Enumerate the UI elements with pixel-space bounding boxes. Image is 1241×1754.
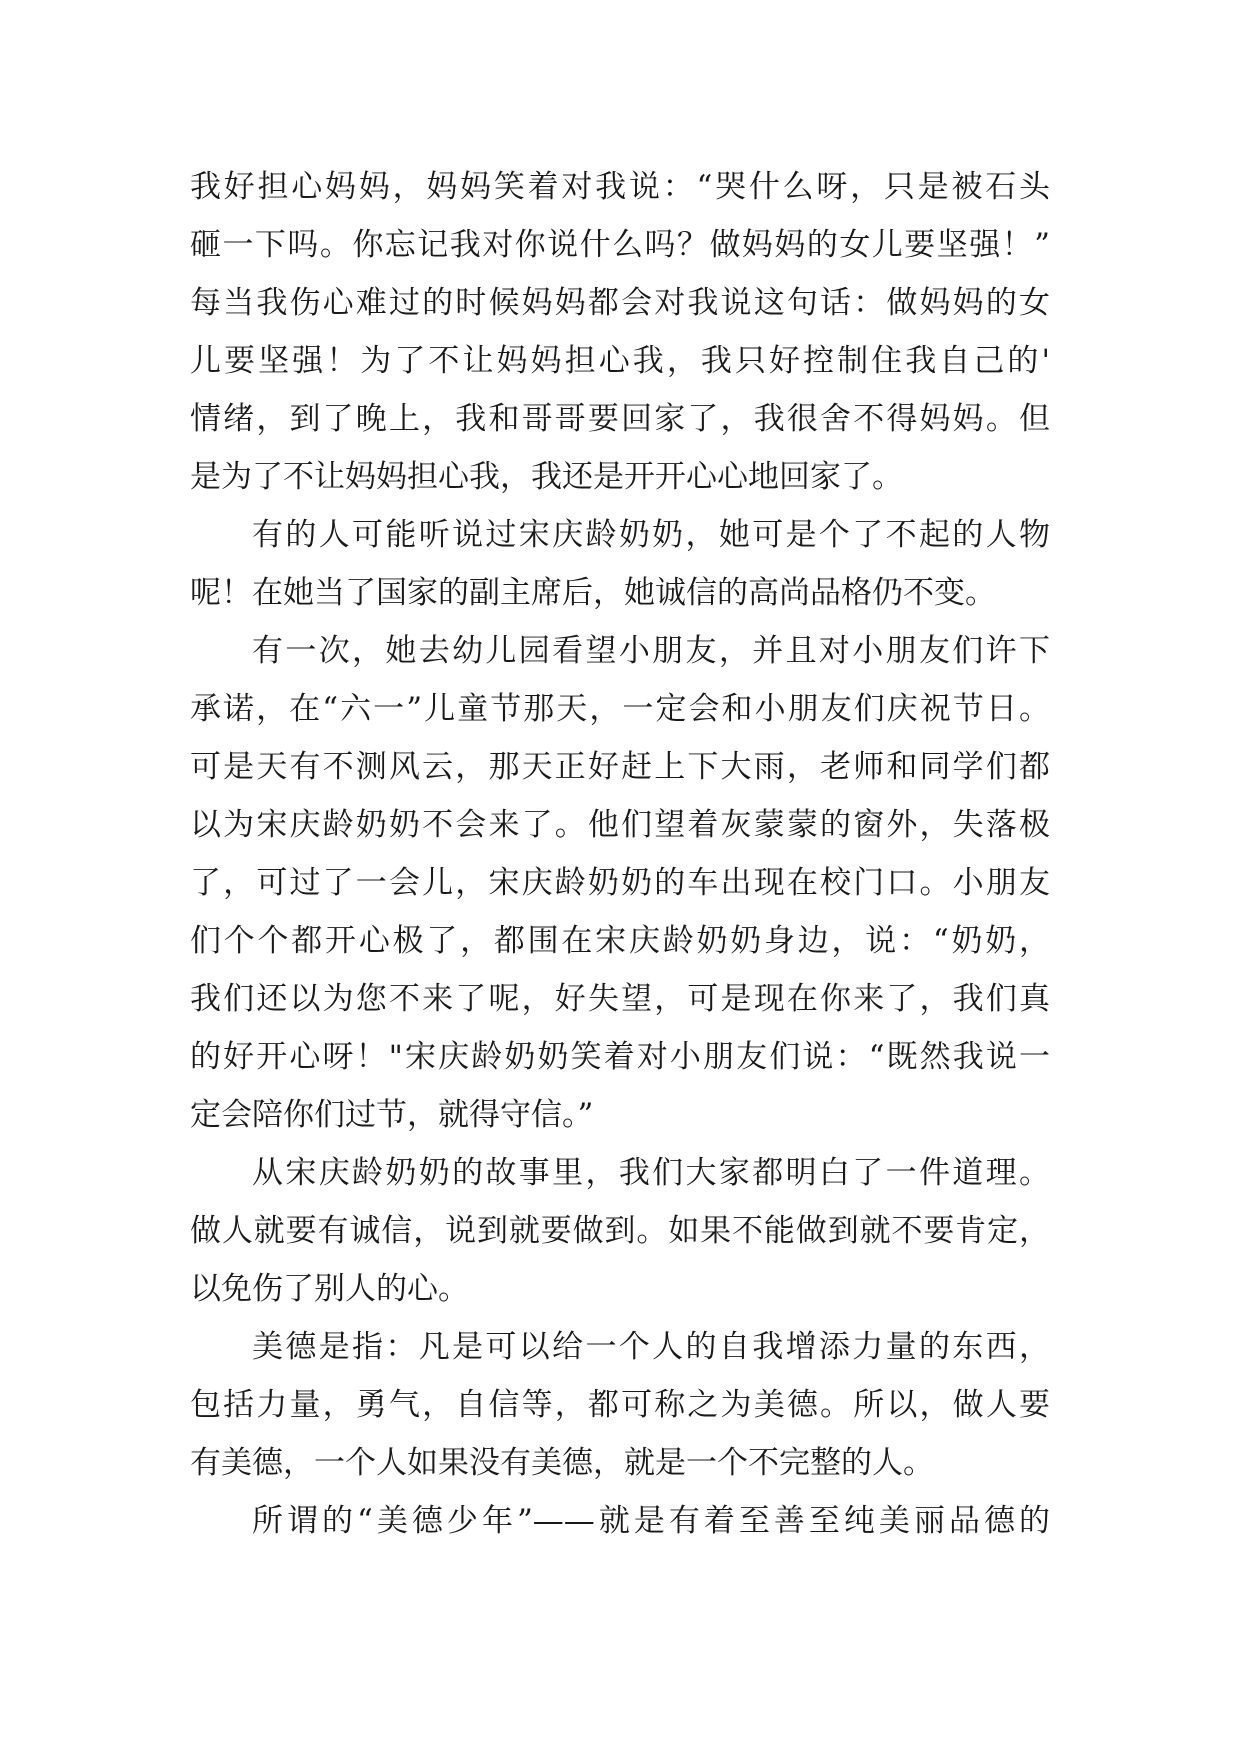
text-line: 做人就要有诚信，说到就要做到。如果不能做到就不要肯定， — [190, 1213, 1050, 1249]
text-line: 有一次，她去幼儿园看望小朋友，并且对小朋友们许下 — [252, 633, 1050, 669]
text-line: 的好开心呀！"宋庆龄奶奶笑着对小朋友们说：“既然我说一 — [190, 1039, 1050, 1075]
text-line: 们个个都开心极了，都围在宋庆龄奶奶身边，说：“奶奶， — [190, 923, 1050, 959]
text-line: 呢！在她当了国家的副主席后，她诚信的高尚品格仍不变。 — [190, 575, 996, 611]
text-line: 承诺，在“六一”儿童节那天，一定会和小朋友们庆祝节日。 — [190, 691, 1050, 727]
text-line: 是为了不让妈妈担心我，我还是开开心心地回家了。 — [190, 459, 903, 495]
text-line: 以为宋庆龄奶奶不会来了。他们望着灰蒙蒙的窗外，失落极 — [190, 807, 1050, 843]
text-line: 儿要坚强！为了不让妈妈担心我，我只好控制住我自己的' — [190, 343, 1050, 379]
text-line: 定会陪你们过节，就得守信。” — [190, 1097, 594, 1133]
body-text — [190, 158, 1050, 1550]
text-line: 了，可过了一会儿，宋庆龄奶奶的车出现在校门口。小朋友 — [190, 865, 1050, 901]
text-line: 美德是指：凡是可以给一个人的自我增添力量的东西， — [252, 1329, 1050, 1365]
text-line: 所谓的“美德少年”——就是有着至善至纯美丽品德的 — [252, 1503, 1050, 1539]
text-line: 有美德，一个人如果没有美德，就是一个不完整的人。 — [190, 1445, 934, 1481]
text-line: 从宋庆龄奶奶的故事里，我们大家都明白了一件道理。 — [252, 1155, 1050, 1191]
text-line: 砸一下吗。你忘记我对你说什么吗？做妈妈的女儿要坚强！” — [190, 227, 1050, 263]
text-line: 可是天有不测风云，那天正好赶上下大雨，老师和同学们都 — [190, 749, 1050, 785]
text-line: 有的人可能听说过宋庆龄奶奶，她可是个了不起的人物 — [252, 517, 1050, 553]
text-line: 每当我伤心难过的时候妈妈都会对我说这句话：做妈妈的女 — [190, 285, 1050, 321]
text-line: 我好担心妈妈，妈妈笑着对我说：“哭什么呀，只是被石头 — [190, 169, 1050, 205]
text-line: 我们还以为您不来了呢，好失望，可是现在你来了，我们真 — [190, 981, 1050, 1017]
text-line: 情绪，到了晚上，我和哥哥要回家了，我很舍不得妈妈。但 — [190, 401, 1050, 437]
text-line: 包括力量，勇气，自信等，都可称之为美德。所以，做人要 — [190, 1387, 1050, 1423]
text-line: 以免伤了别人的心。 — [190, 1271, 469, 1307]
